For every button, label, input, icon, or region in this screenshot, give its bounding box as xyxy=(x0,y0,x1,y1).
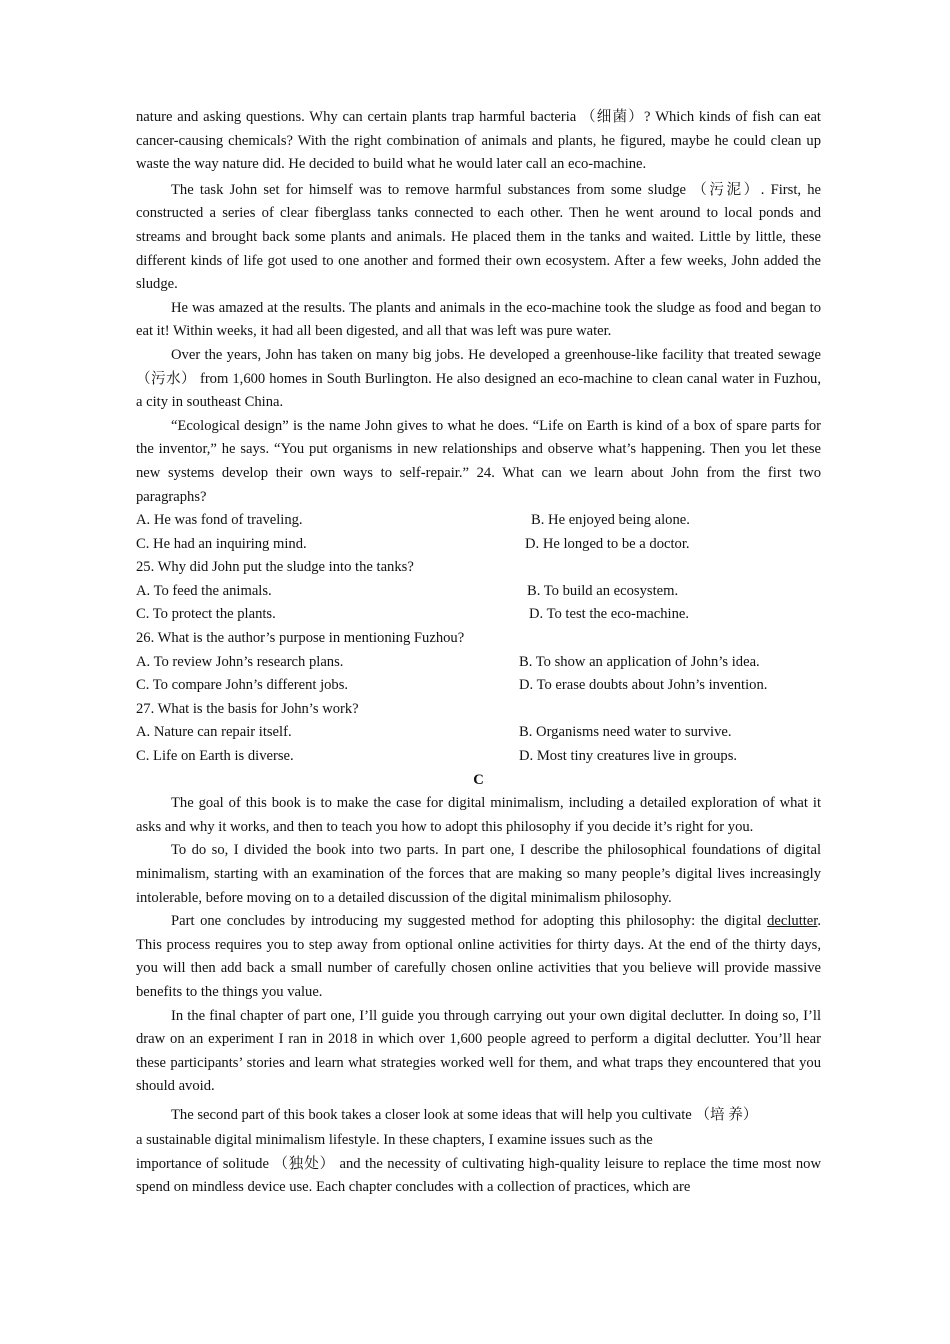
paragraph-b1: nature and asking questions. Why can certain plants trap harmful bacteria （细菌）? Which kinds of fish can eat cancer-causing chemicals? With the right combination of animals and plants, he figured, maybe he could clean up waste the way nature did. He decided to build what he would later call an eco-machine. xyxy=(136,109,821,173)
paragraph-c3-text-end: . This process requires you to step away from optional online activities for thirty days. At the end of the thirty days, you will then add back a small number of carefully chosen online activities that you believe will provide massive benefits to the things you value. xyxy=(136,913,821,1000)
q27-option-c: C. Life on Earth is diverse. xyxy=(136,748,294,765)
q24-option-c: C. He had an inquiring mind. xyxy=(136,535,307,552)
q26-option-c: C. To compare John’s different jobs. xyxy=(136,677,349,694)
q26-option-a: A. To review John’s research plans. xyxy=(136,653,344,670)
q26-options-row2 xyxy=(136,674,821,698)
q26-option-b: B. To show an application of John’s idea. xyxy=(519,653,760,670)
q25-option-a: A. To feed the animals. xyxy=(136,582,272,599)
q24-options-row2 xyxy=(136,533,821,557)
q25-option-d: D. To test the eco-machine. xyxy=(529,606,689,623)
q26-stem: 26. What is the author’s purpose in mentioning Fuzhou? xyxy=(136,630,465,647)
paragraph-c3 xyxy=(136,910,821,1004)
paragraph-c5-rest: importance of solitude （独处） and the necessity of cultivating high-quality leisure to replace the time most now spend on mindless device use. Each chapter concludes with a collection of practices, which are xyxy=(136,1155,821,1196)
paragraph-c4: In the final chapter of part one, I’ll guide you through carrying out your own digital declutter. In doing so, I’ll draw on an experiment I ran in 2018 in which over 1,600 people agreed to perform a digital declutter. You’ll hear these participants’ stories and learn what strategies worked well for them, and what traps they encountered that you should avoid. xyxy=(136,1007,821,1095)
q24-option-d: D. He longed to be a doctor. xyxy=(525,535,690,552)
q27-options-row2 xyxy=(136,745,821,769)
q26-options-row1 xyxy=(136,651,821,675)
paragraph-c2: To do so, I divided the book into two parts. In part one, I describe the philosophical foundations of digital minimalism, starting with an examination of the forces that are making so many people’s digital lives increasingly intolerable, before moving on to a detailed discussion of the digital minimalism philosophy. xyxy=(136,842,821,906)
q27-option-a: A. Nature can repair itself. xyxy=(136,724,292,741)
paragraph-c5-line1: The second part of this book takes a closer look at some ideas that will help you cultivate （培 养） xyxy=(171,1106,758,1123)
q25-stem: 25. Why did John put the sludge into the tanks? xyxy=(136,559,414,576)
paragraph-c1: The goal of this book is to make the case for digital minimalism, including a detailed exploration of what it asks and why it works, and then to teach you how to adopt this philosophy if you decide it’s right for you. xyxy=(136,795,821,835)
paragraph-b4: Over the years, John has taken on many big jobs. He developed a greenhouse-like facility that treated sewage （污水） from 1,600 homes in South Burlington. He also designed an eco-machine to clean canal water in Fuzhou, a city in southeast China. xyxy=(136,346,821,411)
q24-option-b: B. He enjoyed being alone. xyxy=(531,512,690,529)
q25-options-row2 xyxy=(136,603,821,627)
q25-option-c: C. To protect the plants. xyxy=(136,606,276,623)
q27-option-b: B. Organisms need water to survive. xyxy=(519,724,732,741)
q24-option-a: A. He was fond of traveling. xyxy=(136,512,303,529)
paragraph-b3: He was amazed at the results. The plants and animals in the eco-machine took the sludge as food and began to eat it! Within weeks, it had all been digested, and all that was left was pure water. xyxy=(136,299,821,340)
underlined-word-declutter: declutter xyxy=(767,913,818,930)
q27-option-d: D. Most tiny creatures live in groups. xyxy=(519,748,738,765)
q26-option-d: D. To erase doubts about John’s invention. xyxy=(519,677,768,694)
paragraph-c3-text-start: Part one concludes by introducing my suggested method for adopting this philosophy: the digital xyxy=(171,913,768,930)
paragraph-b5: “Ecological design” is the name John gives to what he does. “Life on Earth is kind of a box of spare parts for the inventor,” he says. “You put organisms in new relationships and observe what’s happening. Then you let these new systems develop their own ways to self-repair.” 24. What can we learn about John from the first two paragraphs? xyxy=(136,417,821,505)
paragraph-c5-line2: a sustainable digital minimalism lifestyle. In these chapters, I examine issues such as the xyxy=(136,1131,653,1148)
document-page xyxy=(136,106,821,1200)
q24-options-row1 xyxy=(136,509,821,533)
q25-option-b: B. To build an ecosystem. xyxy=(527,582,679,599)
section-heading-c: C xyxy=(473,771,484,788)
q25-options-row1 xyxy=(136,580,821,604)
q27-stem: 27. What is the basis for John’s work? xyxy=(136,700,359,717)
q27-options-row1 xyxy=(136,721,821,745)
paragraph-b2: The task John set for himself was to remove harmful substances from some sludge （污泥）. First, he constructed a series of clear fiberglass tanks connected to each other. Then he went around to local ponds and streams and brought back some plants and animals. He placed them in the tanks and waited. Little by little, these different kinds of life got used to one another and formed their own ecosystem. After a few weeks, John added the sludge. xyxy=(136,181,821,293)
